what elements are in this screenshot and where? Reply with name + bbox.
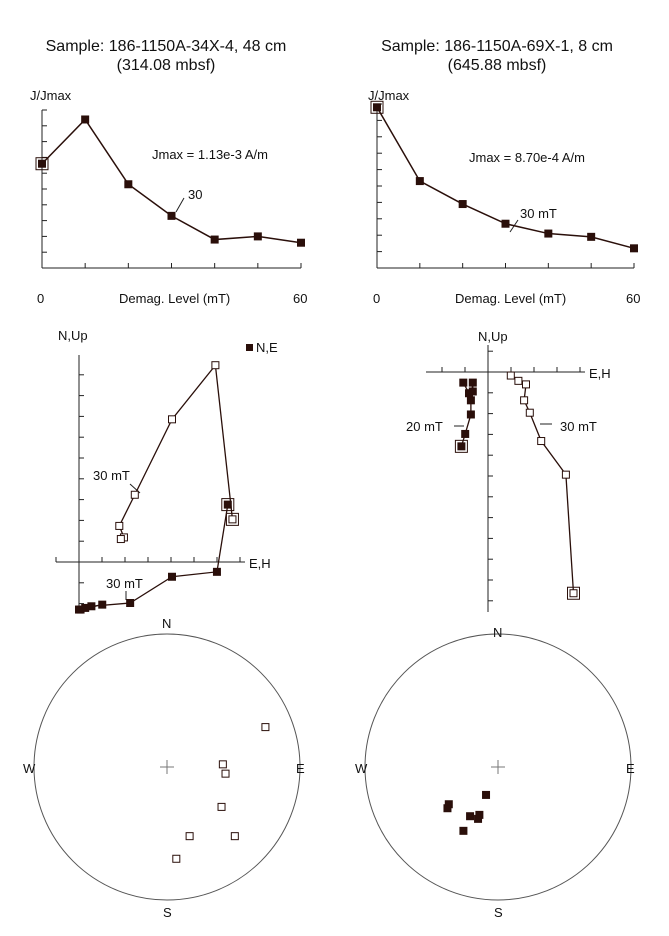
- right-stereonet-direction: [467, 813, 474, 820]
- left-stereonet-w: W: [23, 761, 36, 776]
- left-title-line1: Sample: 186-1150A-34X-4, 48 cm: [45, 38, 287, 55]
- right-stereonet-direction: [475, 815, 482, 822]
- left-stereonet-direction: [231, 833, 238, 840]
- left-zijderveld-vertical-point: [117, 536, 124, 543]
- left-zijderveld-horizontal-point: [213, 568, 220, 575]
- left-stereonet: [23, 616, 305, 920]
- right-zijderveld-callout-left: 20 mT: [406, 419, 443, 434]
- left-stereonet-s: S: [163, 905, 172, 920]
- right-zijderveld-horizontal-point: [469, 379, 476, 386]
- right-zijderveld-horizontal-point: [458, 443, 465, 450]
- right-demag-point: [459, 201, 466, 208]
- right-stereonet-w: W: [355, 761, 368, 776]
- right-zijderveld-vertical-point: [507, 372, 514, 379]
- left-zijderveld-nup-label: N,Up: [58, 328, 88, 343]
- right-zijderveld-eh-label: E,H: [589, 366, 611, 381]
- left-zijderveld-legend-marker: [246, 344, 253, 351]
- left-stereonet-direction: [186, 833, 193, 840]
- left-zijderveld-vertical-point: [229, 516, 236, 523]
- left-zijderveld-callout-upper: 30 mT: [93, 468, 130, 483]
- right-zijderveld-vertical-point: [515, 377, 522, 384]
- right-zijderveld-vertical-point: [526, 409, 533, 416]
- left-zijderveld-legend: N,E: [256, 340, 278, 355]
- left-demag-point: [254, 233, 261, 240]
- left-stereonet-e: E: [296, 761, 305, 776]
- right-zijderveld-horizontal-point: [460, 379, 467, 386]
- right-demag-point: [502, 220, 509, 227]
- left-zijderveld-horizontal-point: [76, 606, 83, 613]
- left-stereonet-direction: [218, 803, 225, 810]
- left-demag-point: [168, 212, 175, 219]
- left-demag-point: [211, 236, 218, 243]
- right-demag-plot: [368, 88, 640, 306]
- right-zijderveld-vertical-point: [538, 438, 545, 445]
- right-stereonet-direction: [460, 827, 467, 834]
- left-zijderveld-horizontal-point: [169, 573, 176, 580]
- right-zijderveld-horizontal-point: [466, 390, 473, 397]
- left-zijderveld-vertical-point: [212, 362, 219, 369]
- right-zijderveld-callout-right: 30 mT: [560, 419, 597, 434]
- left-stereonet-direction: [173, 855, 180, 862]
- right-stereonet-direction: [483, 791, 490, 798]
- right-zijderveld-vertical-point: [523, 381, 530, 388]
- left-zijderveld-callout-lower: 30 mT: [106, 576, 143, 591]
- left-demag-plot: [30, 88, 307, 306]
- right-zijderveld-horizontal-point: [467, 397, 474, 404]
- left-demag-point: [82, 116, 89, 123]
- left-demag-callout-line: [176, 198, 184, 212]
- right-title-line1: Sample: 186-1150A-69X-1, 8 cm: [381, 38, 613, 55]
- left-zijderveld-eh-label: E,H: [249, 556, 271, 571]
- left-demag-line: [42, 119, 301, 242]
- left-demag-point: [298, 239, 305, 246]
- right-stereonet-direction: [444, 805, 451, 812]
- right-zijderveld-vertical-path: [511, 376, 574, 594]
- left-stereonet-direction: [262, 724, 269, 731]
- right-demag-point: [545, 230, 552, 237]
- right-zijderveld-plot: [406, 329, 611, 612]
- left-demag-jmax: Jmax = 1.13e-3 A/m: [152, 147, 268, 162]
- left-zijderveld-vertical-point: [131, 491, 138, 498]
- left-demag-xtick-0: 0: [37, 291, 45, 306]
- left-zijderveld-horizontal-point: [99, 601, 106, 608]
- right-demag-xtick-60: 60: [626, 291, 641, 306]
- left-demag-ylabel: J/Jmax: [30, 88, 72, 103]
- right-demag-point: [416, 178, 423, 185]
- right-stereonet-s: S: [494, 905, 503, 920]
- right-stereonet: [355, 625, 635, 920]
- left-title-line2: (314.08 mbsf): [116, 57, 216, 74]
- left-demag-xlabel: Demag. Level (mT): [119, 291, 231, 306]
- left-demag-point: [39, 160, 46, 167]
- right-zijderveld-nup-label: N,Up: [478, 329, 508, 344]
- left-zijderveld-horizontal-path: [79, 505, 228, 610]
- right-zijderveld-vertical-point: [562, 471, 569, 478]
- right-demag-xtick-0: 0: [373, 291, 381, 306]
- right-zijderveld-horizontal-point: [467, 411, 474, 418]
- left-zijderveld-vertical-point: [169, 416, 176, 423]
- right-title-line2: (645.88 mbsf): [447, 57, 547, 74]
- left-stereonet-direction: [219, 761, 226, 768]
- right-demag-xlabel: Demag. Level (mT): [455, 291, 567, 306]
- right-zijderveld-vertical-point: [521, 397, 528, 404]
- left-stereonet-direction: [222, 770, 229, 777]
- right-zijderveld-vertical-point: [570, 590, 577, 597]
- left-stereonet-n: N: [162, 616, 172, 631]
- right-zijderveld-horizontal-point: [462, 430, 469, 437]
- left-zijderveld-horizontal-point: [127, 600, 134, 607]
- right-stereonet-n: N: [493, 625, 503, 640]
- right-demag-point: [588, 233, 595, 240]
- left-demag-point: [125, 181, 132, 188]
- right-stereonet-e: E: [626, 761, 635, 776]
- right-demag-point: [374, 104, 381, 111]
- right-demag-callout: 30 mT: [520, 206, 557, 221]
- left-zijderveld-vertical-path: [119, 365, 232, 539]
- right-demag-jmax: Jmax = 8.70e-4 A/m: [469, 150, 585, 165]
- right-demag-ylabel: J/Jmax: [368, 88, 410, 103]
- left-demag-xtick-60: 60: [293, 291, 308, 306]
- left-zijderveld-vertical-point: [116, 522, 123, 529]
- left-demag-callout: 30: [188, 187, 203, 202]
- right-demag-point: [631, 245, 638, 252]
- left-zijderveld-plot: [56, 328, 278, 613]
